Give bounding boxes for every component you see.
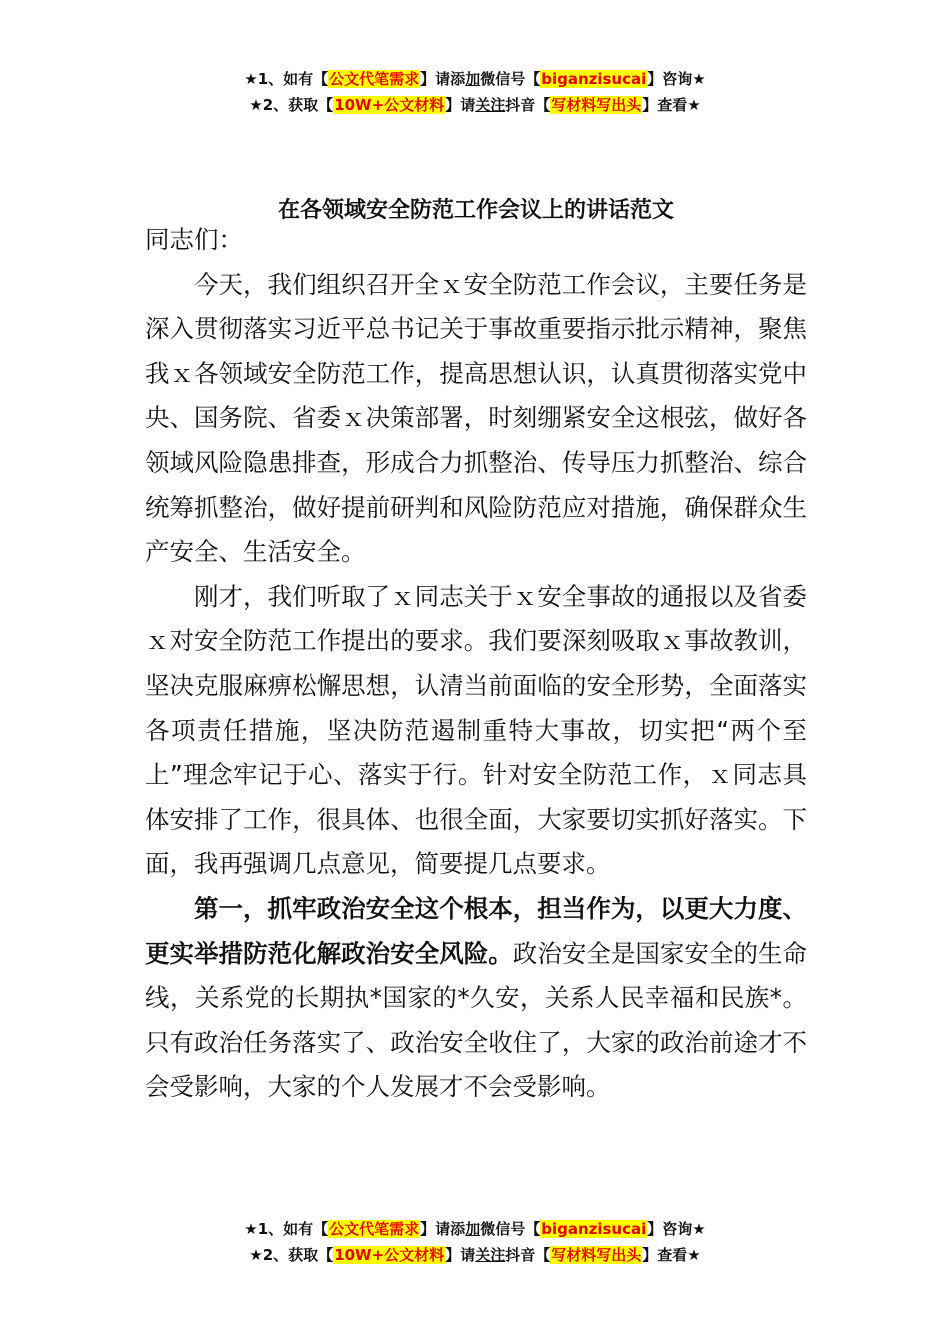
paragraph-3-text: 政治安全是国家安全的生命线，关系党的长期执*国家的*久安，关系人民幸福和民族*。只有政治任务落实了、政治安全收住了，大家的政治前途才不会受影响，大家的个人发展才不会受影响。 — [145, 938, 808, 1102]
paragraph-3-heading: 第一，抓牢政治安全这个根本，担当作为，以更大力度、更实举措防范化解政治安全风险。 — [145, 893, 807, 968]
promo-highlight: biganzisucai — [541, 70, 647, 88]
promo-banner-bottom — [0, 1216, 950, 1268]
promo-highlight: biganzisucai — [541, 1220, 647, 1238]
promo-highlight: 10W+公文材料 — [334, 96, 445, 114]
document-body — [145, 218, 807, 1110]
promo-text: 】请 — [445, 1246, 476, 1264]
promo-underline: 关注 — [475, 96, 506, 114]
promo-text: ★1、如有【 — [244, 70, 329, 88]
promo-text: 】查看★ — [642, 96, 701, 114]
promo-banner-top — [0, 66, 950, 118]
promo-text: 】请添 — [420, 1220, 466, 1238]
paragraph-1: 今天，我们组织召开全ｘ安全防范工作会议，主要任务是深入贯彻落实习近平总书记关于事故重要指示批示精神，聚焦我ｘ各领域安全防范工作，提高思想认识，认真贯彻落实党中央、国务院、省委ｘ决策部署，时刻绷紧安全这根弦，做好各领域风险隐患排查，形成合力抓整治、传导压力抓整治、综合统筹抓整治，做好提前研判和风险防范应对措施，确保群众生产安全、生活安全。 — [145, 269, 807, 567]
promo-text: 抖音【 — [505, 1246, 551, 1264]
promo-highlight: 公文代笔需求 — [329, 1220, 420, 1238]
promo-highlight: 写材料写出头 — [551, 1246, 642, 1264]
promo-text: 】咨询★ — [647, 1220, 706, 1238]
promo-underline: 加 — [465, 1220, 481, 1238]
promo-text: 】查看★ — [642, 1246, 701, 1264]
promo-text: 微信号【 — [480, 1220, 541, 1238]
document-title: 在各领域安全防范工作会议上的讲话范文 — [277, 198, 674, 223]
promo-highlight: 写材料写出头 — [551, 96, 642, 114]
promo-text: 】咨询★ — [647, 70, 706, 88]
promo-line-2 — [0, 92, 950, 118]
promo-line-1 — [0, 1216, 950, 1242]
promo-line-1 — [0, 66, 950, 92]
promo-text: 抖音【 — [505, 96, 551, 114]
promo-highlight: 10W+公文材料 — [334, 1246, 445, 1264]
paragraph-3 — [145, 887, 807, 1110]
promo-text: ★1、如有【 — [244, 1220, 329, 1238]
promo-text: 】请 — [445, 96, 476, 114]
promo-highlight: 公文代笔需求 — [329, 70, 420, 88]
salutation: 同志们： — [145, 225, 243, 254]
promo-text: 微信号【 — [480, 70, 541, 88]
promo-text: 】请添 — [420, 70, 466, 88]
promo-underline: 加 — [465, 70, 481, 88]
promo-line-2 — [0, 1242, 950, 1268]
promo-text: ★2、获取【 — [249, 96, 334, 114]
promo-underline: 关注 — [475, 1246, 506, 1264]
promo-text: ★2、获取【 — [249, 1246, 334, 1264]
paragraph-2: 刚才，我们听取了ｘ同志关于ｘ安全事故的通报以及省委ｘ对安全防范工作提出的要求。我们要深刻吸取ｘ事故教训，坚决克服麻痹松懈思想，认清当前面临的安全形势，全面落实各项责任措施，坚决防范遏制重特大事故，切实把“两个至上”理念牢记于心、落实于行。针对安全防范工作，ｘ同志具体安排了工作，很具体、也很全面，大家要切实抓好落实。下面，我再强调几点意见，简要提几点要求。 — [145, 581, 807, 879]
